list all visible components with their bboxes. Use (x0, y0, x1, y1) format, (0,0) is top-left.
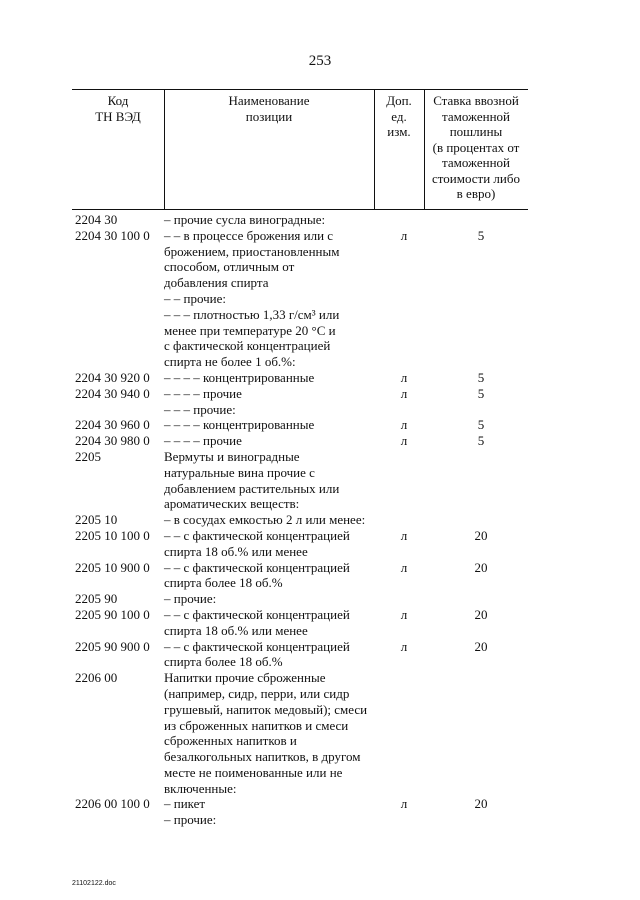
header-rate: Ставка ввозной таможенной пошлины (в процентах от таможенной стоимости либо в евро) (431, 93, 520, 201)
file-name: 21102122.doc (72, 880, 116, 887)
unit-of-measure: л (400, 638, 408, 654)
position-name-line: – – с фактической концентрацией (164, 606, 350, 622)
tnved-code: 2205 (75, 448, 101, 464)
header-unit: Доп. ед. изм. (386, 93, 412, 139)
position-name-line: включенные: (164, 780, 237, 796)
position-name (164, 291, 370, 307)
position-name (164, 512, 370, 528)
duty-rate: 20 (474, 527, 488, 543)
page-number: 253 (308, 53, 332, 69)
position-name-line: – – – – прочие (164, 433, 242, 449)
position-name-line: спирта не более 1 об.%: (164, 354, 296, 370)
table-row (72, 796, 528, 812)
table-row (72, 212, 528, 228)
position-name-line: брожением, приостановленным (164, 243, 340, 259)
duty-rate: 5 (477, 433, 485, 449)
position-name-line: ароматических веществ: (164, 496, 300, 512)
table-body (72, 212, 528, 828)
duty-rate: 20 (474, 638, 488, 654)
tnved-code: 2204 30 940 0 (75, 385, 150, 401)
tnved-code: 2206 00 (75, 670, 118, 686)
unit-of-measure: л (400, 417, 408, 433)
position-name-line: – – – – прочие (164, 385, 242, 401)
position-name-line: – – с фактической концентрацией (164, 559, 350, 575)
unit-of-measure: л (400, 369, 408, 385)
duty-rate: 20 (474, 606, 488, 622)
position-name-line: с фактической концентрацией (164, 338, 331, 354)
position-name (164, 449, 370, 512)
table-row (72, 639, 528, 671)
table-row (72, 370, 528, 386)
position-name-line: спирта 18 об.% или менее (164, 543, 308, 559)
position-name (164, 639, 370, 671)
position-name (164, 212, 370, 228)
position-name (164, 386, 370, 402)
header-code: Код ТН ВЭД (95, 93, 141, 124)
table-row (72, 812, 528, 828)
table-row (72, 670, 528, 796)
position-name-line: Напитки прочие сброженные (164, 670, 326, 686)
unit-of-measure: л (400, 433, 408, 449)
table-header (72, 89, 528, 210)
position-name (164, 417, 370, 433)
tnved-code: 2205 10 (75, 512, 118, 528)
tnved-code: 2206 00 100 0 (75, 796, 150, 812)
tnved-code: 2205 90 900 0 (75, 638, 150, 654)
position-name-line: месте не поименованные или не (164, 764, 343, 780)
position-name-line: – пикет (164, 796, 206, 812)
position-name-line: – – прочие: (164, 290, 226, 306)
table-row (72, 560, 528, 592)
table-row (72, 228, 528, 291)
tnved-code: 2204 30 (75, 212, 118, 227)
position-name (164, 591, 370, 607)
position-name-line: спирта 18 об.% или менее (164, 622, 308, 638)
position-name (164, 433, 370, 449)
tnved-code: 2204 30 960 0 (75, 417, 150, 433)
position-name (164, 228, 370, 291)
position-name (164, 607, 370, 639)
position-name (164, 402, 370, 418)
tnved-code: 2205 10 100 0 (75, 527, 150, 543)
table-row (72, 402, 528, 418)
position-name (164, 528, 370, 560)
unit-of-measure: л (400, 606, 408, 622)
duty-rate: 5 (477, 385, 485, 401)
table-row (72, 449, 528, 512)
duty-rate: 5 (477, 417, 485, 433)
position-name-line: – прочие: (164, 591, 217, 607)
position-name-line: Вермуты и виноградные (164, 448, 300, 464)
duty-rate: 20 (474, 559, 488, 575)
table-row (72, 433, 528, 449)
position-name-line: способом, отличным от (164, 259, 295, 275)
unit-of-measure: л (400, 527, 408, 543)
position-name-line: – – – – концентрированные (164, 369, 315, 385)
tnved-code: 2205 10 900 0 (75, 559, 150, 575)
position-name-line: спирта более 18 об.% (164, 654, 283, 670)
position-name-line: – – в процессе брожения или с (164, 227, 334, 243)
tnved-code: 2204 30 100 0 (75, 227, 150, 243)
position-name-line: добавления спирта (164, 275, 269, 291)
tnved-code: 2204 30 920 0 (75, 369, 150, 385)
table-row (72, 528, 528, 560)
position-name-line: безалкогольных напитков, в другом (164, 749, 361, 765)
table-row (72, 512, 528, 528)
position-name-line: – – – – концентрированные (164, 417, 315, 433)
position-name-line: из сброженных напитков и смеси (164, 717, 349, 733)
tariff-table (72, 89, 528, 828)
duty-rate: 5 (477, 227, 485, 243)
position-name (164, 796, 370, 812)
table-row (72, 591, 528, 607)
position-name (164, 670, 370, 796)
tnved-code: 2205 90 (75, 591, 118, 607)
position-name-line: – – – прочие: (164, 401, 236, 417)
table-row (72, 417, 528, 433)
position-name (164, 560, 370, 592)
position-name-line: спирта более 18 об.% (164, 575, 283, 591)
table-row (72, 307, 528, 370)
unit-of-measure: л (400, 796, 408, 812)
duty-rate: 5 (477, 369, 485, 385)
position-name-line: грушевый, напиток медовый); смеси (164, 701, 368, 717)
unit-of-measure: л (400, 559, 408, 575)
position-name-line: сброженных напитков и (164, 733, 297, 749)
position-name-line: (например, сидр, перри, или сидр (164, 685, 350, 701)
unit-of-measure: л (400, 385, 408, 401)
duty-rate: 20 (474, 796, 488, 812)
position-name-line: – прочие: (164, 812, 217, 828)
position-name-line: добавлением растительных или (164, 480, 340, 496)
position-name-line: – – с фактической концентрацией (164, 527, 350, 543)
tnved-code: 2205 90 100 0 (75, 606, 150, 622)
header-name: Наименование позиции (228, 93, 310, 124)
table-row (72, 386, 528, 402)
tnved-code: 2204 30 980 0 (75, 433, 150, 449)
position-name-line: натуральные вина прочие с (164, 464, 315, 480)
table-row (72, 607, 528, 639)
unit-of-measure: л (400, 227, 408, 243)
position-name (164, 307, 370, 370)
position-name-line: – в сосудах емкостью 2 л или менее: (164, 512, 366, 528)
position-name (164, 370, 370, 386)
table-row (72, 291, 528, 307)
position-name-line: – – – плотностью 1,33 г/см³ или (164, 306, 340, 322)
position-name (164, 812, 370, 828)
position-name-line: менее при температуре 20 °С и (164, 322, 336, 338)
position-name-line: – – с фактической концентрацией (164, 638, 350, 654)
position-name-line: – прочие сусла виноградные: (164, 212, 326, 227)
